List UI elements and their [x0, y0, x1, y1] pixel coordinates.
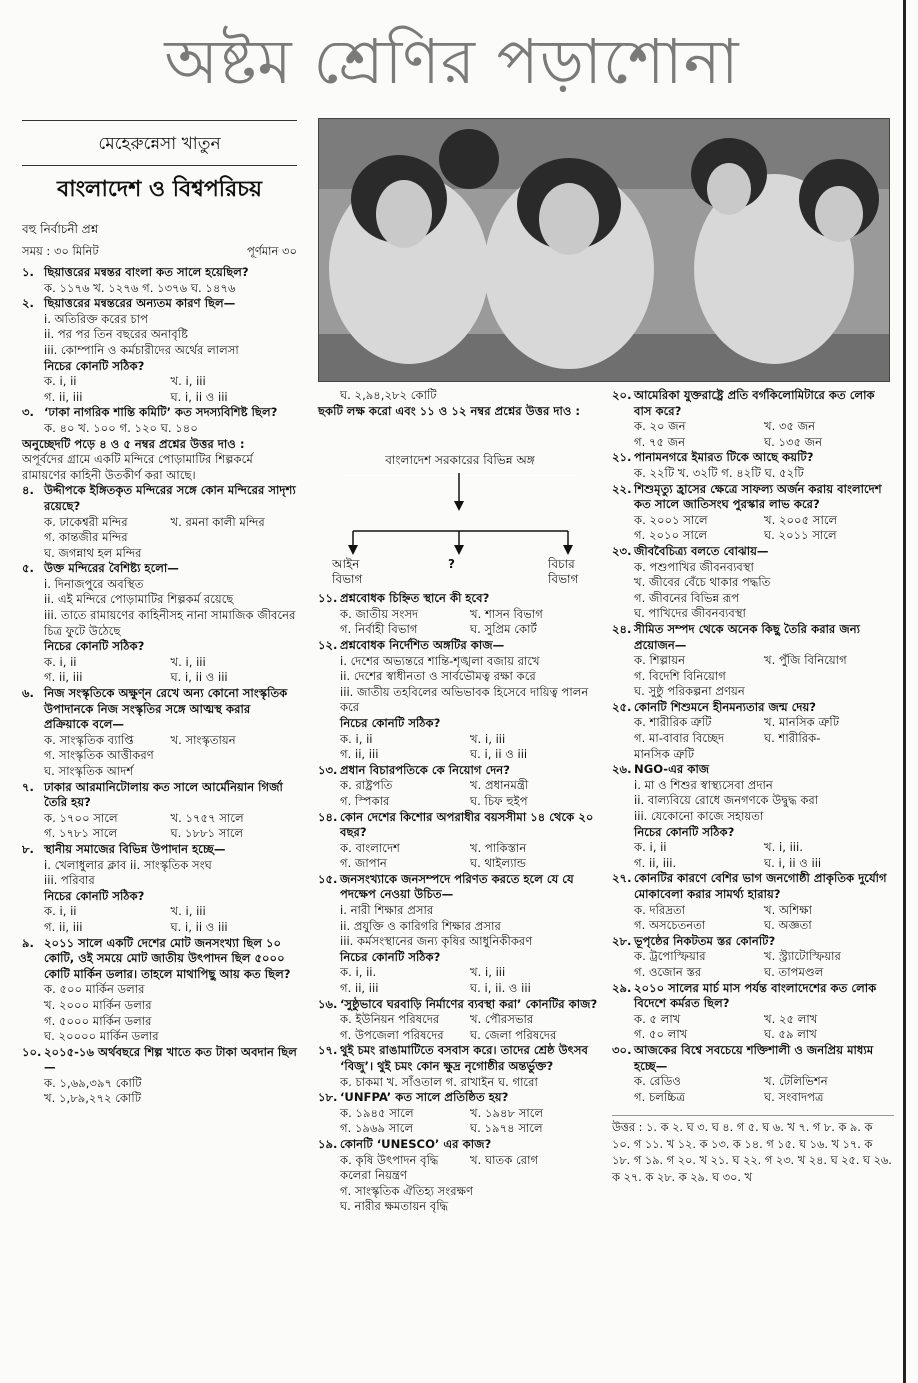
- question-23: ২৩. জীববৈচিত্র্য বলতে বোঝায়— ক. পশুপাখির জীবনব্যবস্থা খ. জীবের বেঁচে থাকার পদ্ধতি গ. জীবনের বিভিন্ন রূপ ঘ. পাখিদের জীবনব্যবস্থা: [612, 543, 771, 621]
- right-column: [612, 388, 894, 1186]
- passage: অনুচ্ছেদটি পড়ে ৪ ও ৫ নম্বর প্রশ্নের উত্তর দাও : অপূর্বদের গ্রামে একটি মন্দিরে পোড়ামাটির শিল্পকর্মে রামায়ণের কাহিনী উতকীর্ণ করা আছে।: [22, 436, 253, 482]
- question-29: ২৯. ২০১০ সালের মার্চ মাস পর্যন্ত বাংলাদেশের কত লোক বিদেশে কর্মরত ছিল? ক. ৫ লাখ খ. ২৫ লাখ গ. ৫০ লাখ ঘ. ৫৯ লাখ: [612, 980, 877, 1042]
- author-name: মেহেরুন্নেসা খাতুন: [98, 134, 221, 154]
- middle-column: [318, 388, 600, 1215]
- question-11: ১১. প্রশ্নবোধক চিহ্নিত স্থানে কী হবে? ক. জাতীয় সংসদ খ. শাসন বিভাগ গ. নির্বাহী বিভাগ ঘ. সুপ্রিম কোর্ট: [318, 591, 543, 637]
- question-7: ৭. ঢাকার আরমানিটোলায় কত সালে আর্মেনিয়ান গির্জা তৈরি হয়? ক. ১৭০০ সালে খ. ১৭৫৭ সালে গ. ১৭৮১ সালে ঘ. ১৮৮১ সালে: [22, 779, 283, 841]
- question-20: ২০. আমেরিকা যুক্তরাষ্ট্রে প্রতি বর্গকিলোমিটারে কত লোক বাস করে? ক. ২০ জন খ. ৩৫ জন গ. ৭৫ জন ঘ. ১৩৫ জন: [612, 388, 875, 449]
- question-17: ১৭. থুই চমং রাঙামাটিতে বসবাস করে। তাদের শ্রেষ্ঠ উৎসব ‘বিজু’। থুই চমং কোন ক্ষুদ্র নৃগোষ্ঠীর অন্তর্ভুক্ত? ক. চাকমা খ. সাঁওতাল গ. রাখাইন ঘ. গারো: [318, 1043, 588, 1089]
- time-label: সময় : ৩০ মিনিট: [22, 244, 99, 258]
- question-18: ১৮. ‘UNFPA’ কত সালে প্রতিষ্ঠিত হয়? ক. ১৯৪৫ সালে খ. ১৯৪৮ সালে গ. ১৯৬৯ সালে ঘ. ১৯৭৪ সালে: [318, 1090, 544, 1136]
- subject-title: বাংলাদেশ ও বিশ্বপরিচয়: [56, 177, 263, 202]
- government-organ-diagram: [318, 419, 600, 591]
- question-5: ৫. উক্ত মন্দিরের বৈশিষ্ট্য হলো— i. দিনাজপুরে অবস্থিত ii. এই মন্দিরে পোড়ামাটির শিল্পকর্ম রয়েছে iii. তাতে রামায়ণের কাহিনীসহ নানা সামাজিক জীবনের চিত্র ফুটে উঠেছে নিচের কোনটি সঠিক? ক. i, ii খ. i, iii গ. ii, iii ঘ. i, ii ও iii: [22, 561, 296, 685]
- question-10-option-d: ঘ. ২,৯৪,২৮২ কোটি: [340, 388, 437, 402]
- question-3: ৩. ‘ঢাকা নাগরিক শান্তি কমিটি’ কত সদস্যবিশিষ্ট ছিল? ক. ৪০ খ. ১০০ গ. ১২০ ঘ. ১৪০: [22, 405, 278, 435]
- question-10: ১০. ২০১৫-১৬ অর্থবছরে শিল্প খাতে কত টাকা অবদান ছিল— ক. ১,৬৯,৩৯৭ কোটি খ. ১,৮৯,২৭২ কোটি: [22, 1044, 297, 1106]
- students-illustration: [319, 119, 889, 381]
- question-12: ১২. প্রশ্নবোধক নির্দেশিত অঙ্গটির কাজ— i. দেশের অভ্যন্তরে শান্তি-শৃঙ্খলা বজায় রাখে ii. দেশের স্বাধীনতা ও সার্বভৌমত্ব রক্ষা করে iii. জাতীয় তহবিলের অভিভাবক হিসেবে দায়িত্ব পালন করে নিচের কোনটি সঠিক? ক. i, ii খ. i, iii গ. ii, iii ঘ. i, ii ও iii: [318, 637, 589, 762]
- time-row: [22, 243, 297, 262]
- question-30: ৩০. আজকের বিশ্বে সবচেয়ে শক্তিশালী ও জনপ্রিয় মাধ্যম হচ্ছে— ক. রেডিও খ. টেলিভিশন গ. চলচ্চিত্র ঘ. সংবাদপত্র: [612, 1042, 874, 1104]
- masthead-title: অষ্টম শ্রেণির পড়াশোনা: [164, 25, 740, 98]
- question-2: ২. ছিয়াত্তরের মন্বন্তরের অন্যতম কারণ ছিল— i. অতিরিক্ত করের চাপ ii. পর পর তিন বছরের অনাবৃষ্টি iii. কোম্পানি ও কর্মচারীদের অর্থের লালসা নিচের কোনটি সঠিক? ক. i, ii খ. i, iii গ. ii, iii ঘ. i, ii ও iii: [22, 296, 239, 404]
- diagram-instruction: ছকটি লক্ষ করো এবং ১১ ও ১২ নম্বর প্রশ্নের উত্তর দাও :: [318, 403, 581, 418]
- question-24: ২৪. সীমিত সম্পদ থেকে অনেক কিছু তৈরি করার জন্য প্রয়োজন— ক. শিল্পায়ন খ. পুঁজি বিনিয়োগ গ. বিদেশি বিনিয়োগ ঘ. সুষ্ঠু পরিকল্পনা প্রণয়ন: [612, 621, 860, 699]
- section-title: বহু নির্বাচনী প্রশ্ন: [22, 222, 99, 236]
- question-21: ২১. পানামনগরে ইমারত টিকে আছে কয়টি? ক. ২২টি খ. ৩২টি গ. ৪২টি ঘ. ৫২টি: [612, 450, 814, 480]
- question-1: ১. ছিয়াত্তরের মন্বন্তর বাংলা কত সালে হয়েছিল? ক. ১১৭৬ খ. ১২৭৬ গ. ১৩৭৬ ঘ. ১৪৭৬: [22, 265, 249, 295]
- question-28: ২৮. ভূপৃষ্ঠের নিকটতম স্তর কোনটি? ক. ট্রপোস্ফিয়ার খ. স্ট্র্যাটোস্ফিয়ার গ. ওজোন স্তর ঘ. তাপমণ্ডল: [612, 933, 841, 979]
- answer-key: উত্তর : ১. ক ২. ঘ ৩. ঘ ৪. গ ৫. ঘ ৬. খ ৭. গ ৮. ক ৯. ক ১০. গ ১১. খ ১২. ক ১৩. ক ১৪. গ ১৫. ঘ ১৬. খ ১৭. ক ১৮. গ ১৯. গ ২০. খ ২১. ঘ ২২. গ ২৩. খ ২৪. ঘ ২৫. ঘ ২৬. ক ২৭. ক ২৮. ক ২৯. ঘ ৩০. খ: [612, 1115, 894, 1186]
- diagram-left-box: আইন বিভাগ: [332, 557, 363, 587]
- question-9: ৯. ২০১১ সালে একটি দেশের মোট জনসংখ্যা ছিল ১০ কোটি, ওই সময়ে মোট জাতীয় উৎপাদন ছিল ৫০০০ কোটি মার্কিন ডলার। তাহলে মাথাপিছু আয় কত ছিল? ক. ৫০০ মার্কিন ডলার খ. ২০০০ মার্কিন ডলার গ. ৫০০০ মার্কিন ডলার ঘ. ২০০০০ মার্কিন ডলার: [22, 935, 291, 1044]
- fullmarks-label: পূর্ণমান ৩০: [247, 244, 297, 258]
- question-22: ২২. শিশুমৃত্যু হ্রাসের ক্ষেত্রে সাফল্য অর্জন করায় বাংলাদেশ কত সালে জাতিসংঘ পুরস্কার লাভ করে? ক. ২০০১ সালে খ. ২০০৫ সালে গ. ২০১০ সালে ঘ. ২০১১ সালে: [612, 481, 882, 543]
- top-strip: [0, 0, 918, 10]
- left-column: [22, 120, 297, 1107]
- question-4: ৪. উদ্দীপকে ইঙ্গিতকৃত মন্দিরের সঙ্গে কোন মন্দিরের সাদৃশ্য রয়েছে? ক. ঢাকেশ্বরী মন্দির খ. রমনা কালী মন্দির গ. কান্তজীর মন্দির ঘ. জগন্নাথ হল মন্দির: [22, 483, 296, 560]
- diagram-top-box: বাংলাদেশ সরকারের বিভিন্ন অঙ্গ: [344, 449, 576, 476]
- question-8: ৮. স্থানীয় সমাজের বিভিন্ন উপাদান হচ্ছে— i. খেলাধুলার ক্লাব ii. সাংস্কৃতিক সংঘ iii. পরিবার নিচের কোনটি সঠিক? ক. i, ii খ. i, iii গ. ii, iii ঘ. i, ii ও iii: [22, 841, 228, 934]
- question-27: ২৭. কোনটির কারণে বেশির ভাগ জনগোষ্ঠী প্রাকৃতিক দুর্যোগ মোকাবেলা করার সামর্থ্য হারায়? ক. দরিদ্রতা খ. অশিক্ষা গ. অসচেতনতা ঘ. অজ্ঞতা: [612, 871, 887, 933]
- students-photo: [318, 118, 890, 382]
- diagram-mid-box: ?: [448, 557, 455, 572]
- question-16: ১৬. ‘সুষ্ঠুভাবে ঘরবাড়ি নির্মাণের ব্যবস্থা করা’ কোনটির কাজ? ক. ইউনিয়ন পরিষদের খ. পৌরসভার গ. উপজেলা পরিষদের ঘ. জেলা পরিষদের: [318, 996, 598, 1042]
- diagram-right-box: বিচার বিভাগ: [548, 557, 579, 587]
- question-6: ৬. নিজ সংস্কৃতিকে অক্ষুণ্ন রেখে অন্য কোনো সাংস্কৃতিক উপাদানকে নিজ সংস্কৃতির সঙ্গে আত্মস্থ করার প্রক্রিয়াকে বলে— ক. সাংস্কৃতিক ব্যাপ্তি খ. সাংস্কৃতায়ন গ. সাংস্কৃতিক আত্তীকরণ ঘ. সাংস্কৃতিক আদর্শ: [22, 686, 288, 778]
- question-25: ২৫. কোনটি শিশুমনে হীনমন্যতার জন্ম দেয়? ক. শারীরিক ত্রুটি খ. মানসিক ত্রুটি গ. মা-বাবার বিচ্ছেদ ঘ. শারীরিক- মানসিক ত্রুটি: [612, 699, 840, 761]
- question-14: ১৪. কোন দেশের কিশোর অপরাধীর বয়সসীমা ১৪ থেকে ২০ বছর? ক. বাংলাদেশ খ. পাকিস্তান গ. জাপান ঘ. থাইল্যান্ড: [318, 809, 594, 871]
- question-15: ১৫. জনসংখ্যাকে জনসম্পদে পরিণত করতে হলে যে যে পদক্ষেপ নেওয়া উচিত— i. নারী শিক্ষার প্রসার ii. প্রযুক্তি ও কারিগরি শিক্ষার প্রসার iii. কর্মসংস্থানের জন্য কৃষির আধুনিকীকরণ নিচের কোনটি সঠিক? ক. i, ii. খ. i, iii গ. ii, iii ঘ. i, ii. ও iii: [318, 871, 574, 996]
- question-19: ১৯. কোনটি ‘UNESCO’ এর কাজ? ক. কৃষি উৎপাদন বৃদ্ধি খ. ঘাতক রোগ কলেরা নিয়ন্ত্রণ গ. সাংস্কৃতিক ঐতিহ্য সংরক্ষণ ঘ. নারীর ক্ষমতায়ন বৃদ্ধি: [318, 1136, 539, 1214]
- question-26: ২৬. NGO-এর কাজ i. মা ও শিশুর স্বাস্থ্যসেবা প্রদান ii. বাল্যবিয়ে রোধে জনগণকে উদ্বুদ্ধ করা iii. যেকোনো কাজে সহায়তা নিচের কোনটি সঠিক? ক. i, ii খ. i, iii. গ. ii, iii. ঘ. i, ii ও iii: [612, 762, 822, 870]
- question-13: ১৩. প্রধান বিচারপতিকে কে নিয়োগ দেন? ক. রাষ্ট্রপতি খ. প্রধানমন্ত্রী গ. স্পিকার ঘ. চিফ হুইপ: [318, 762, 529, 808]
- column-rule: [903, 0, 906, 1383]
